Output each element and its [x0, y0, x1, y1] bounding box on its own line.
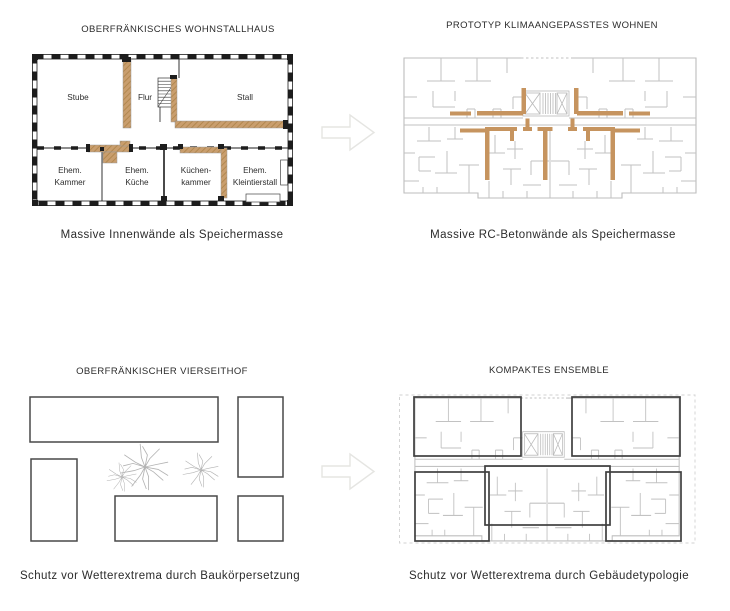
tree-icon [107, 463, 136, 492]
volume-bottom-left [415, 472, 489, 541]
room-label-kuechenkammer-2: kammer [181, 178, 211, 187]
room-label-kleintierstall-2: Kleintierstall [232, 178, 278, 187]
panel-title-ensemble: KOMPAKTES ENSEMBLE [489, 365, 609, 376]
volume-top-left [414, 397, 521, 456]
room-label-flur: Flur [137, 93, 153, 102]
room-label-stube: Stube [67, 93, 89, 102]
room-label-kammer-1: Ehem. [58, 166, 82, 175]
courtyard-trees [107, 444, 218, 491]
room-label-kuechenkammer-1: Küchen- [180, 166, 212, 175]
building-south-wing [115, 496, 217, 541]
room-label-kleintierstall-1: Ehem. [243, 166, 267, 175]
building-volume-outlines [414, 397, 681, 541]
panel-title-wohnstallhaus: OBERFRÄNKISCHES WOHNSTALLHAUS [81, 24, 275, 35]
building-east-wing [238, 397, 283, 477]
volume-bottom-right [606, 472, 681, 541]
prototyp-floor-plan [403, 57, 697, 199]
room-label-kammer-2: Kammer [54, 178, 86, 187]
panel-caption-ensemble: Schutz vor Wetterextrema durch Gebäudetypologie [408, 570, 690, 582]
panel-title-vierseithof: OBERFRÄNKISCHER VIERSEITHOF [76, 366, 248, 377]
vierseithof-site-plan [20, 390, 295, 550]
building-east-shed [238, 496, 283, 541]
panel-caption-prototyp: Massive RC-Betonwände als Speichermasse [430, 229, 676, 241]
tree-icon [183, 453, 218, 487]
panel-caption-wohnstallhaus: Massive Innenwände als Speichermasse [60, 229, 284, 241]
building-west-wing [31, 459, 77, 541]
room-label-kueche-1: Ehem. [125, 166, 149, 175]
ensemble-plan [399, 393, 696, 545]
transform-arrow-icon [318, 110, 378, 155]
volume-top-right [572, 397, 680, 456]
panel-title-prototyp: PROTOTYP KLIMAANGEPASSTES WOHNEN [446, 20, 658, 31]
room-label-kueche-2: Küche [125, 178, 149, 187]
panel-caption-vierseithof: Schutz vor Wetterextrema durch Baukörpersetzung [19, 570, 300, 582]
transform-arrow-icon [318, 449, 378, 494]
building-north-barn [30, 397, 218, 442]
room-label-stall: Stall [237, 93, 253, 102]
tree-icon [121, 444, 168, 490]
wohnstallhaus-floor-plan [32, 54, 293, 206]
